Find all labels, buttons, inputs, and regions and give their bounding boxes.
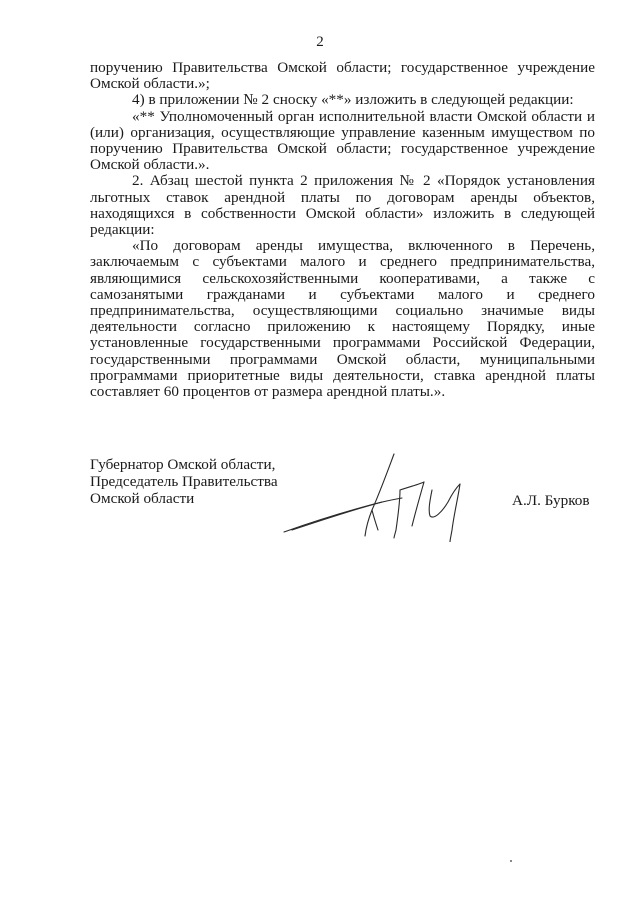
paragraph: поручению Правительства Омской области; государственное учреждение Омской области.»; xyxy=(90,59,595,93)
paragraph: «По договорам аренды имущества, включенного в Перечень, заключаемым с субъектами малого и среднего предпринимательства, являющимися сельскохозяйственными кооперативами, а также с самозанятыми гражданами и субъектами малого и среднего предпринимательства, осуществляющими социально значимые виды деятельности согласно приложению к настоящему Порядку, иные установленные государственными программами Российской Федерации, государственными программами Омской области, муниципальными программами приоритетные виды деятельности, ставка арендной платы составляет 60 процентов от размера арендной платы.». xyxy=(90,237,595,401)
paragraph: 2. Абзац шестой пункта 2 приложения № 2 «Порядок установления льготных ставок арендной платы по договорам аренды объектов, находящихся в собственности Омской области» изложить в следующей редакции: xyxy=(90,172,595,239)
scan-speck xyxy=(510,860,512,862)
signatory-name: А.Л. Бурков xyxy=(512,492,590,509)
signatory-title-line: Губернатор Омской области, xyxy=(90,456,276,473)
page-number: 2 xyxy=(316,34,324,50)
paragraph: «** Уполномоченный орган исполнительной власти Омской области и (или) организация, осуществляющие управление казенным имуществом по поручению Правительства Омской области; государственное учреждение Омской области.». xyxy=(90,107,595,174)
signatory-title-line: Председатель Правительства xyxy=(90,473,278,490)
signatory-title xyxy=(90,456,290,507)
signatory-title-line: Омской области xyxy=(90,490,195,507)
document-body xyxy=(90,60,595,400)
paragraph: 4) в приложении № 2 сноску «**» изложить в следующей редакции: xyxy=(132,91,574,109)
handwritten-signature xyxy=(282,452,482,542)
